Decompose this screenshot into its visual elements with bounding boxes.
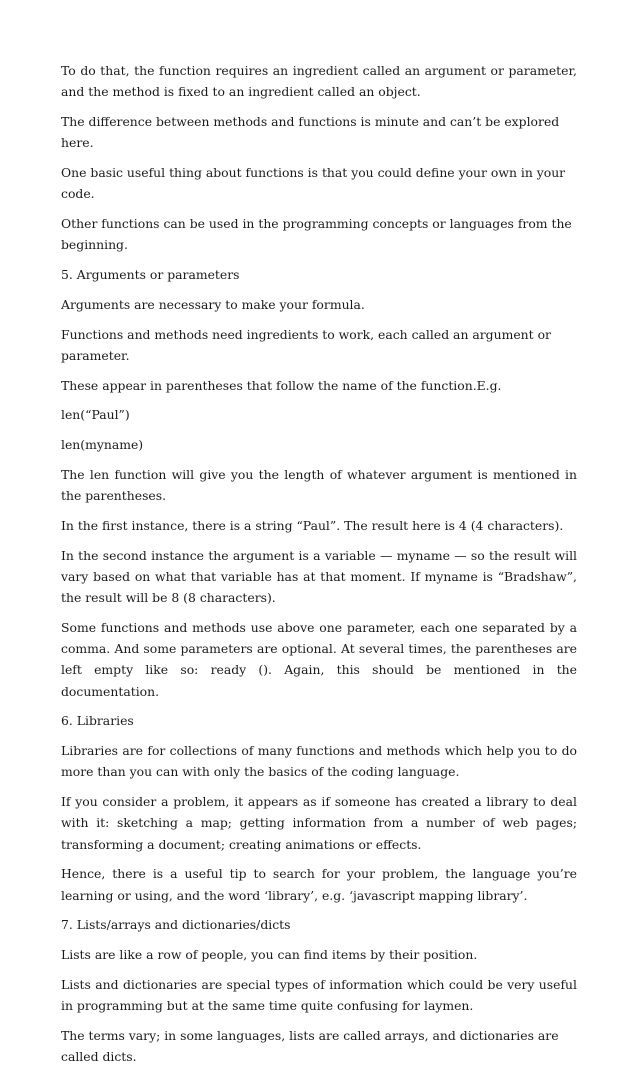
paragraph: To do that, the function requires an ingredient called an argument or parameter, and the method is fixed to an ingredient called an object. bbox=[61, 63, 577, 100]
paragraph: Some functions and methods use above one parameter, each one separated by a comma. And some parameters are optional. At several times, the parentheses are left empty like so: ready (). Again, this should be mentioned in the documentation. bbox=[61, 619, 577, 699]
code-example: len(“Paul”) bbox=[61, 407, 130, 423]
paragraph: These appear in parentheses that follow the name of the function.E.g. bbox=[61, 377, 502, 393]
paragraph: One basic useful thing about functions is that you could define your own in your code. bbox=[61, 165, 566, 202]
paragraph: Other functions can be used in the programming concepts or languages from the beginning. bbox=[61, 216, 572, 253]
code-example: len(myname) bbox=[61, 437, 144, 453]
paragraph: In the first instance, there is a string “Paul”. The result here is 4 (4 characters). bbox=[61, 517, 564, 533]
section-heading: 5. Arguments or parameters bbox=[61, 267, 240, 282]
paragraph: If you consider a problem, it appears as if someone has created a library to deal with it: sketching a map; getting information from a number of web pages; transforming a document; creating animations or effects. bbox=[61, 794, 577, 852]
paragraph: In the second instance the argument is a variable — myname — so the result will vary based on what that variable has at that moment. If myname is “Bradshaw”, the result will be 8 (8 characters). bbox=[61, 547, 577, 606]
section-heading: 7. Lists/arrays and dictionaries/dicts bbox=[61, 917, 291, 933]
paragraph: Lists are like a row of people, you can find items by their position. bbox=[61, 947, 478, 963]
paragraph: Functions and methods need ingredients to work, each called an argument or parameter. bbox=[61, 326, 551, 363]
paragraph: Arguments are necessary to make your formula. bbox=[61, 296, 365, 312]
paragraph: Libraries are for collections of many functions and methods which help you to do more than you can with only the basics of the coding language. bbox=[61, 743, 577, 780]
section-heading: 6. Libraries bbox=[61, 713, 134, 729]
paragraph: Lists and dictionaries are special types of information which could be very useful in programming but at the same time quite confusing for laymen. bbox=[61, 976, 577, 1014]
paragraph: The terms vary; in some languages, lists are called arrays, and dictionaries are called dicts. bbox=[61, 1027, 559, 1065]
document-page bbox=[61, 60, 577, 1076]
paragraph: Hence, there is a useful tip to search for your problem, the language you’re learning or using, and the word ‘library’, e.g. ‘javascript mapping library’. bbox=[61, 866, 577, 903]
paragraph: The difference between methods and functions is minute and can’t be explored here. bbox=[61, 114, 560, 151]
paragraph: The len function will give you the length of whatever argument is mentioned in the parentheses. bbox=[61, 466, 577, 504]
